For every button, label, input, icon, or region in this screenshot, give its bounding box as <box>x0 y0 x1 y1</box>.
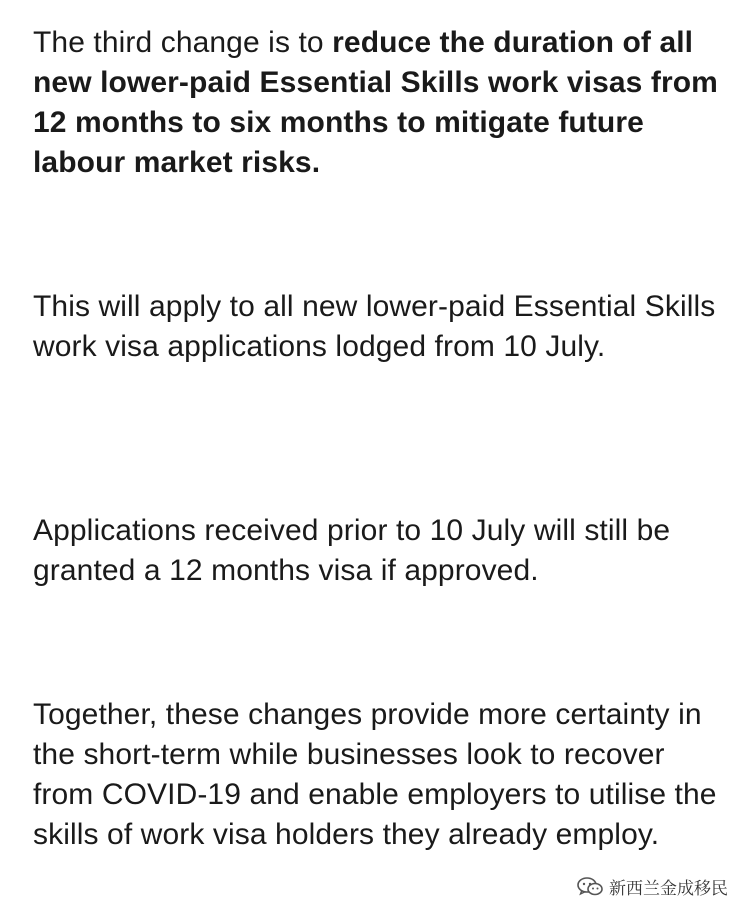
paragraph-bold-text: reduce the duration of all new lower-paid Essential Skills work visas from 12 months to six months to mitigate future labour market risks. <box>33 26 718 179</box>
paragraph-apply-date: This will apply to all new lower-paid Essential Skills work visa applications lodged from 10 July. <box>33 290 716 363</box>
paragraph-conclusion: Together, these changes provide more certainty in the short-term while businesses look to recover from COVID-19 and enable employers to utilise the skills of work visa holders they already employ. <box>33 698 717 851</box>
paragraph-prior-applications: Applications received prior to 10 July will still be granted a 12 months visa if approved. <box>33 514 671 587</box>
watermark-text: 新西兰金成移民 <box>609 879 728 899</box>
watermark <box>577 874 728 899</box>
wechat-icon <box>577 877 603 897</box>
paragraph-lead-text: The third change is to <box>33 26 333 59</box>
paragraph-third-change <box>33 23 723 183</box>
